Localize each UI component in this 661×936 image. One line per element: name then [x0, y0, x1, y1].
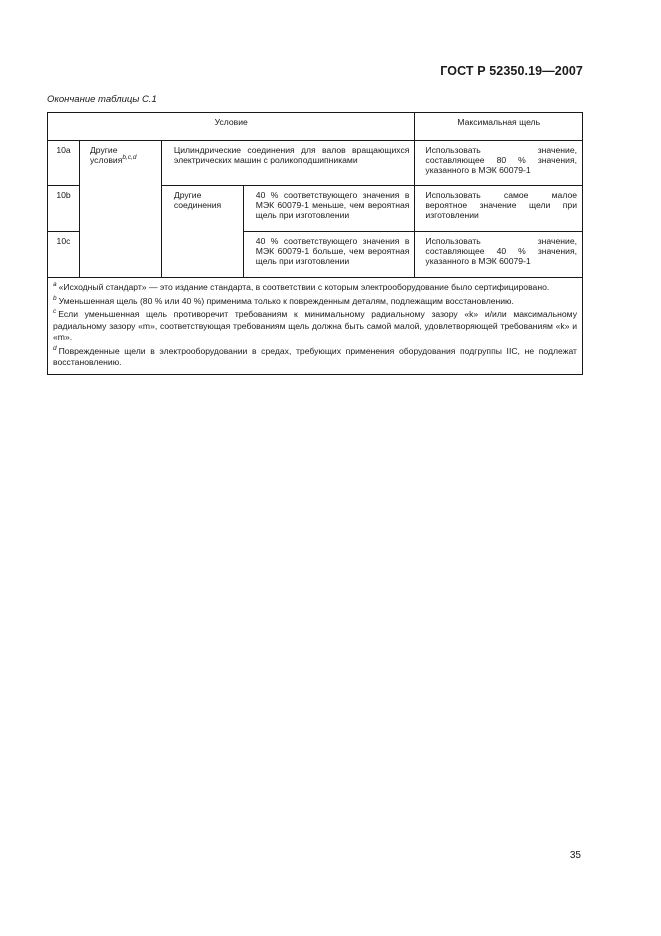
condition-cell: Цилиндрические соединения для валов вращающихся электрических машин с роликоподшипниками	[161, 141, 415, 186]
footnote-text: Уменьшенная щель (80 % или 40 %) применима только к поврежденным деталям, подлежащим восстановлению.	[58, 295, 514, 306]
footnote-a	[53, 282, 577, 294]
row-number: 10c	[48, 232, 80, 278]
condition-cell: 40 % соответствующего значения в МЭК 60079-1 больше, чем вероятная щель при изготовлении	[243, 232, 415, 278]
footnote-d	[53, 346, 577, 369]
subgroup-cell-other-joints: Другие соединения	[161, 186, 243, 278]
group-cell-other-conditions	[79, 141, 161, 278]
footnote-mark: d	[53, 344, 57, 352]
table-header-row	[48, 113, 583, 141]
table-row	[48, 141, 583, 186]
row-number: 10a	[48, 141, 80, 186]
footnote-mark: c	[53, 308, 57, 316]
header-max-gap: Максимальная щель	[415, 113, 583, 141]
footnote-mark: b	[53, 294, 57, 302]
document-code: ГОСТ Р 52350.19—2007	[440, 64, 583, 78]
header-condition: Условие	[48, 113, 415, 141]
footnote-b	[53, 296, 577, 308]
footnote-mark: a	[53, 281, 57, 289]
footnote-text: Поврежденные щели в электрооборудовании в средах, требующих применения оборудования подгруппы IIC, не подлежат восстановлению.	[53, 345, 577, 367]
group-footnote-marks: b,c,d	[122, 154, 137, 162]
footnote-c	[53, 309, 577, 344]
notes-row	[48, 278, 583, 375]
gap-cell: Использовать значение, составляющее 40 % значения, указанного в МЭК 60079-1	[415, 232, 583, 278]
footnote-text: «Исходный стандарт» — это издание стандарта, в соответствии с которым электрооборудование было сертифицировано.	[58, 282, 550, 292]
condition-cell: 40 % соответствующего значения в МЭК 60079-1 меньше, чем вероятная щель при изготовлении	[243, 186, 415, 232]
footnote-text: Если уменьшенная щель противоречит требованиям к минимальному радиальному зазору «k» и/или максимальному радиальному зазору «m», соответствующая требованиям щель должна быть самой малой, удовлетворяющей требованиям «k» и «m».	[53, 309, 577, 342]
table-notes	[48, 278, 583, 375]
page-number: 35	[569, 850, 581, 861]
condition-table	[47, 112, 583, 375]
group-label: Другие условия	[89, 145, 123, 166]
gap-cell: Использовать значение, составляющее 80 % значения, указанного в МЭК 60079-1	[415, 141, 583, 186]
table-caption: Окончание таблицы С.1	[47, 94, 157, 105]
gap-cell: Использовать самое малое вероятное значение щели при изготовлении	[415, 186, 583, 232]
row-number: 10b	[48, 186, 80, 232]
